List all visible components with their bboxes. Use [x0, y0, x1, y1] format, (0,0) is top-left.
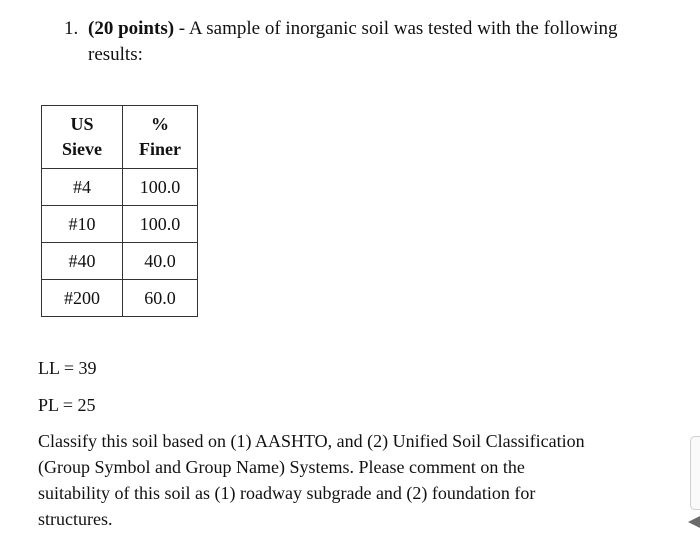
- instructions-line: structures.: [38, 509, 113, 529]
- finer-cell: 100.0: [123, 206, 198, 243]
- question-points: (20 points): [88, 18, 175, 39]
- question-number: 1.: [64, 18, 79, 39]
- sieve-cell: #10: [42, 206, 123, 243]
- question-line1: - A sample of inorganic soil was tested with the following: [174, 18, 618, 39]
- plastic-limit: PL = 25: [38, 395, 96, 415]
- header-us: US: [70, 114, 94, 134]
- table-row: [42, 243, 198, 280]
- instructions-line: Classify this soil based on (1) AASHTO, and (2) Unified Soil Classification: [38, 431, 585, 451]
- collapse-arrow-icon[interactable]: [688, 516, 700, 528]
- finer-cell: 60.0: [123, 280, 198, 317]
- table-row: [42, 169, 198, 206]
- finer-cell: 40.0: [123, 243, 198, 280]
- question-heading: [64, 16, 664, 68]
- side-panel-tab[interactable]: [690, 436, 700, 510]
- table-row: [42, 206, 198, 243]
- instructions-paragraph: [38, 428, 638, 532]
- table-header-row: [42, 106, 198, 169]
- sieve-cell: #200: [42, 280, 123, 317]
- instructions-line: suitability of this soil as (1) roadway subgrade and (2) foundation for: [38, 483, 536, 503]
- table-row: [42, 280, 198, 317]
- header-percent-finer: [123, 106, 198, 169]
- finer-cell: 100.0: [123, 169, 198, 206]
- liquid-limit: LL = 39: [38, 358, 97, 378]
- sieve-cell: #40: [42, 243, 123, 280]
- instructions-line: (Group Symbol and Group Name) Systems. Please comment on the: [38, 457, 525, 477]
- question-line2: results:: [88, 44, 143, 65]
- header-sieve: Sieve: [62, 139, 102, 159]
- question-text: [88, 16, 664, 68]
- header-percent: %: [151, 114, 169, 134]
- header-us-sieve: [42, 106, 123, 169]
- header-finer: Finer: [139, 139, 181, 159]
- sieve-table: [41, 105, 198, 317]
- sieve-cell: #4: [42, 169, 123, 206]
